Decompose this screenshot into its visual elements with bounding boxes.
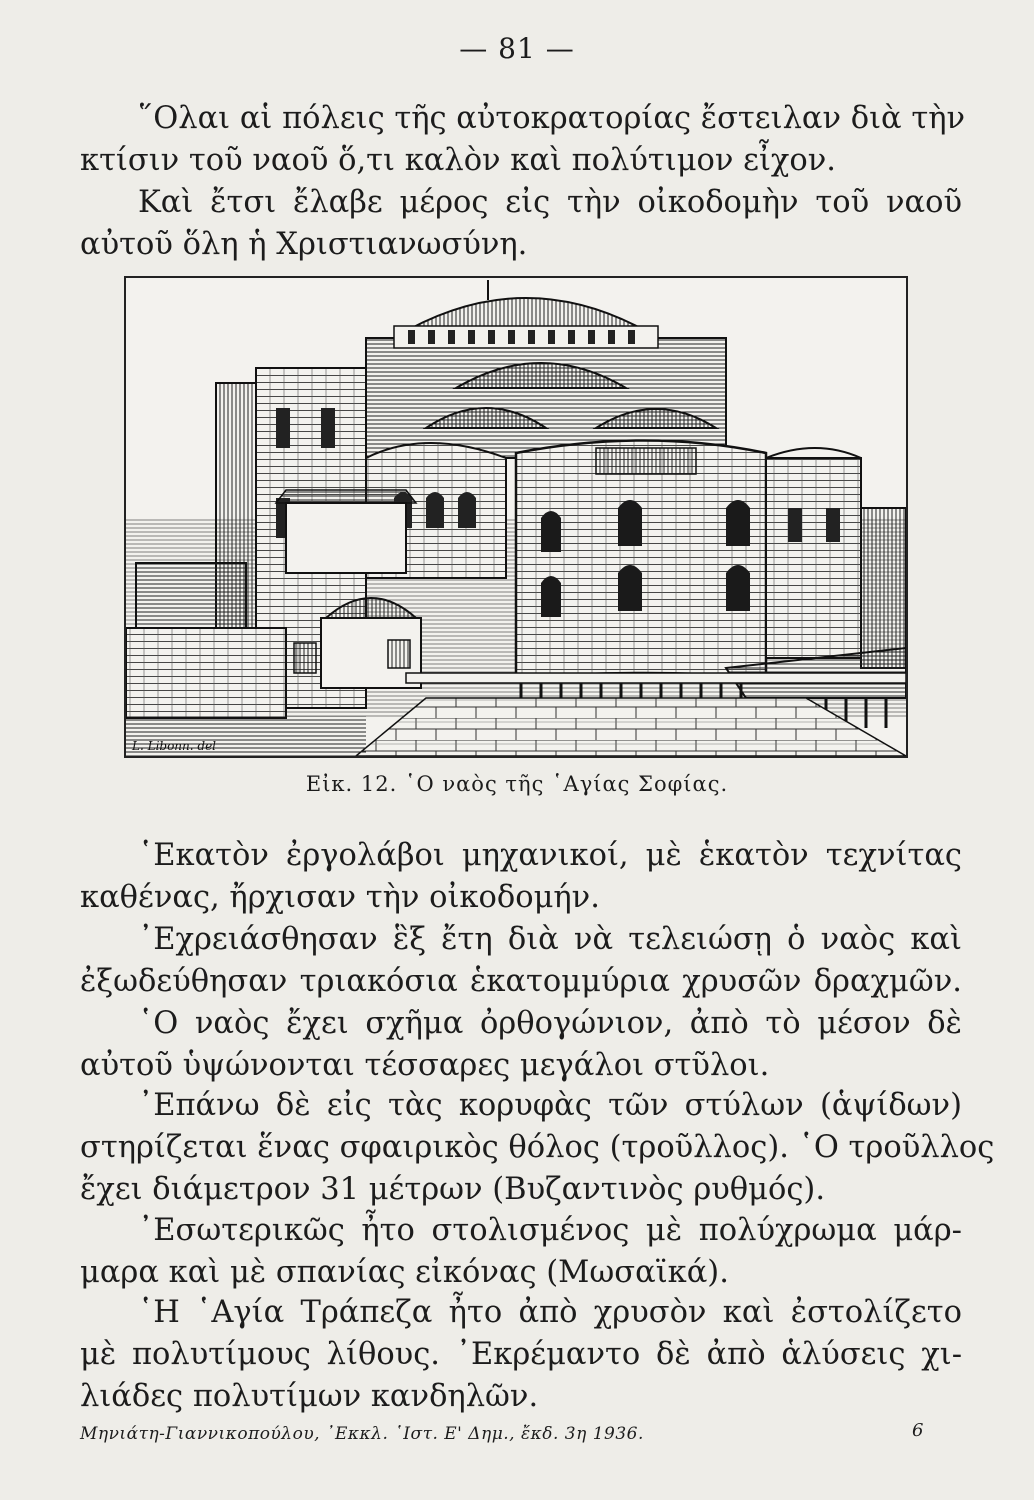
text-line: ᾿Εσωτερικῶς ἦτο στολισμένος μὲ πολύχρωμα μάρ- [138,1213,962,1248]
figure-caption: Εἰκ. 12. ῾Ο ναὸς τῆς ῾Αγίας Σοφίας. [305,772,729,796]
text-line: ᾿Επάνω δὲ εἰς τὰς κορυφὰς τῶν στύλων (ἁψίδων) [138,1088,962,1123]
text-line: Καὶ ἔτσι ἔλαβε μέρος εἰς τὴν οἰκοδομὴν τοῦ ναοῦ [138,185,962,220]
text-line: μὲ πολυτίμους λίθους. ᾿Εκρέμαντο δὲ ἀπὸ ἁλύσεις χι- [80,1337,962,1372]
signature-mark: 6 [912,1420,924,1441]
paragraph [80,919,962,1003]
text-line: ἔχει διάμετρον 31 μέτρων (Βυζαντινὸς ρυθμός). [80,1172,826,1207]
text-line: μαρα καὶ μὲ σπανίας εἰκόνας (Μωσαϊκά). [80,1255,729,1290]
text-line: ῾Ο ναὸς ἔχει σχῆμα ὀρθογώνιον, ἀπὸ τὸ μέσον δὲ [138,1006,962,1041]
text-line: ἐξωδεύθησαν τριακόσια ἑκατομμύρια χρυσῶν δραχμῶν. [80,964,962,999]
text-line: αὐτοῦ ὅλη ἡ Χριστιανωσύνη. [80,227,528,262]
text-line: ᾿Εχρειάσθησαν ἓξ ἔτη διὰ νὰ τελειώσῃ ὁ ναὸς καὶ [138,922,962,957]
paragraph [80,1003,962,1087]
text-line: αὐτοῦ ὑψώνονται τέσσαρες μεγάλοι στῦλοι. [80,1048,770,1083]
text-line: λιάδες πολυτίμων κανδηλῶν. [80,1379,539,1414]
paragraph [80,1085,995,1211]
page-number: — 81 — [459,32,575,65]
text-line: ῾Εκατὸν ἐργολάβοι μηχανικοί, μὲ ἑκατὸν τεχνίτας [138,838,962,873]
text-line: καθένας, ἤρχισαν τὴν οἰκοδομήν. [80,880,600,915]
text-line: στηρίζεται ἕνας σφαιρικὸς θόλος (τροῦλλος). ῾Ο τροῦλλος [80,1130,995,1165]
hagia-sophia-illustration [124,276,908,758]
paragraph [80,182,962,266]
paragraph [80,835,962,919]
paragraph [80,1210,962,1294]
paragraph [80,98,966,182]
svg-text:L. Libonn. del: L. Libonn. del [132,739,217,753]
footer-citation: Μηνιάτη-Γιαννικοπούλου, ᾿Εκκλ. ῾Ιστ. Ε' Δημ., ἔκδ. 3η 1936. [80,1424,644,1444]
paragraph [80,1292,962,1418]
text-line: κτίσιν τοῦ ναοῦ ὅ,τι καλὸν καὶ πολύτιμον εἶχον. [80,143,836,178]
text-line: ῞Ολαι αἱ πόλεις τῆς αὐτοκρατορίας ἔστειλαν διὰ τὴν [138,101,966,136]
text-line: ῾Η ῾Αγία Τράπεζα ἦτο ἀπὸ χρυσὸν καὶ ἐστολίζετο [138,1295,962,1330]
